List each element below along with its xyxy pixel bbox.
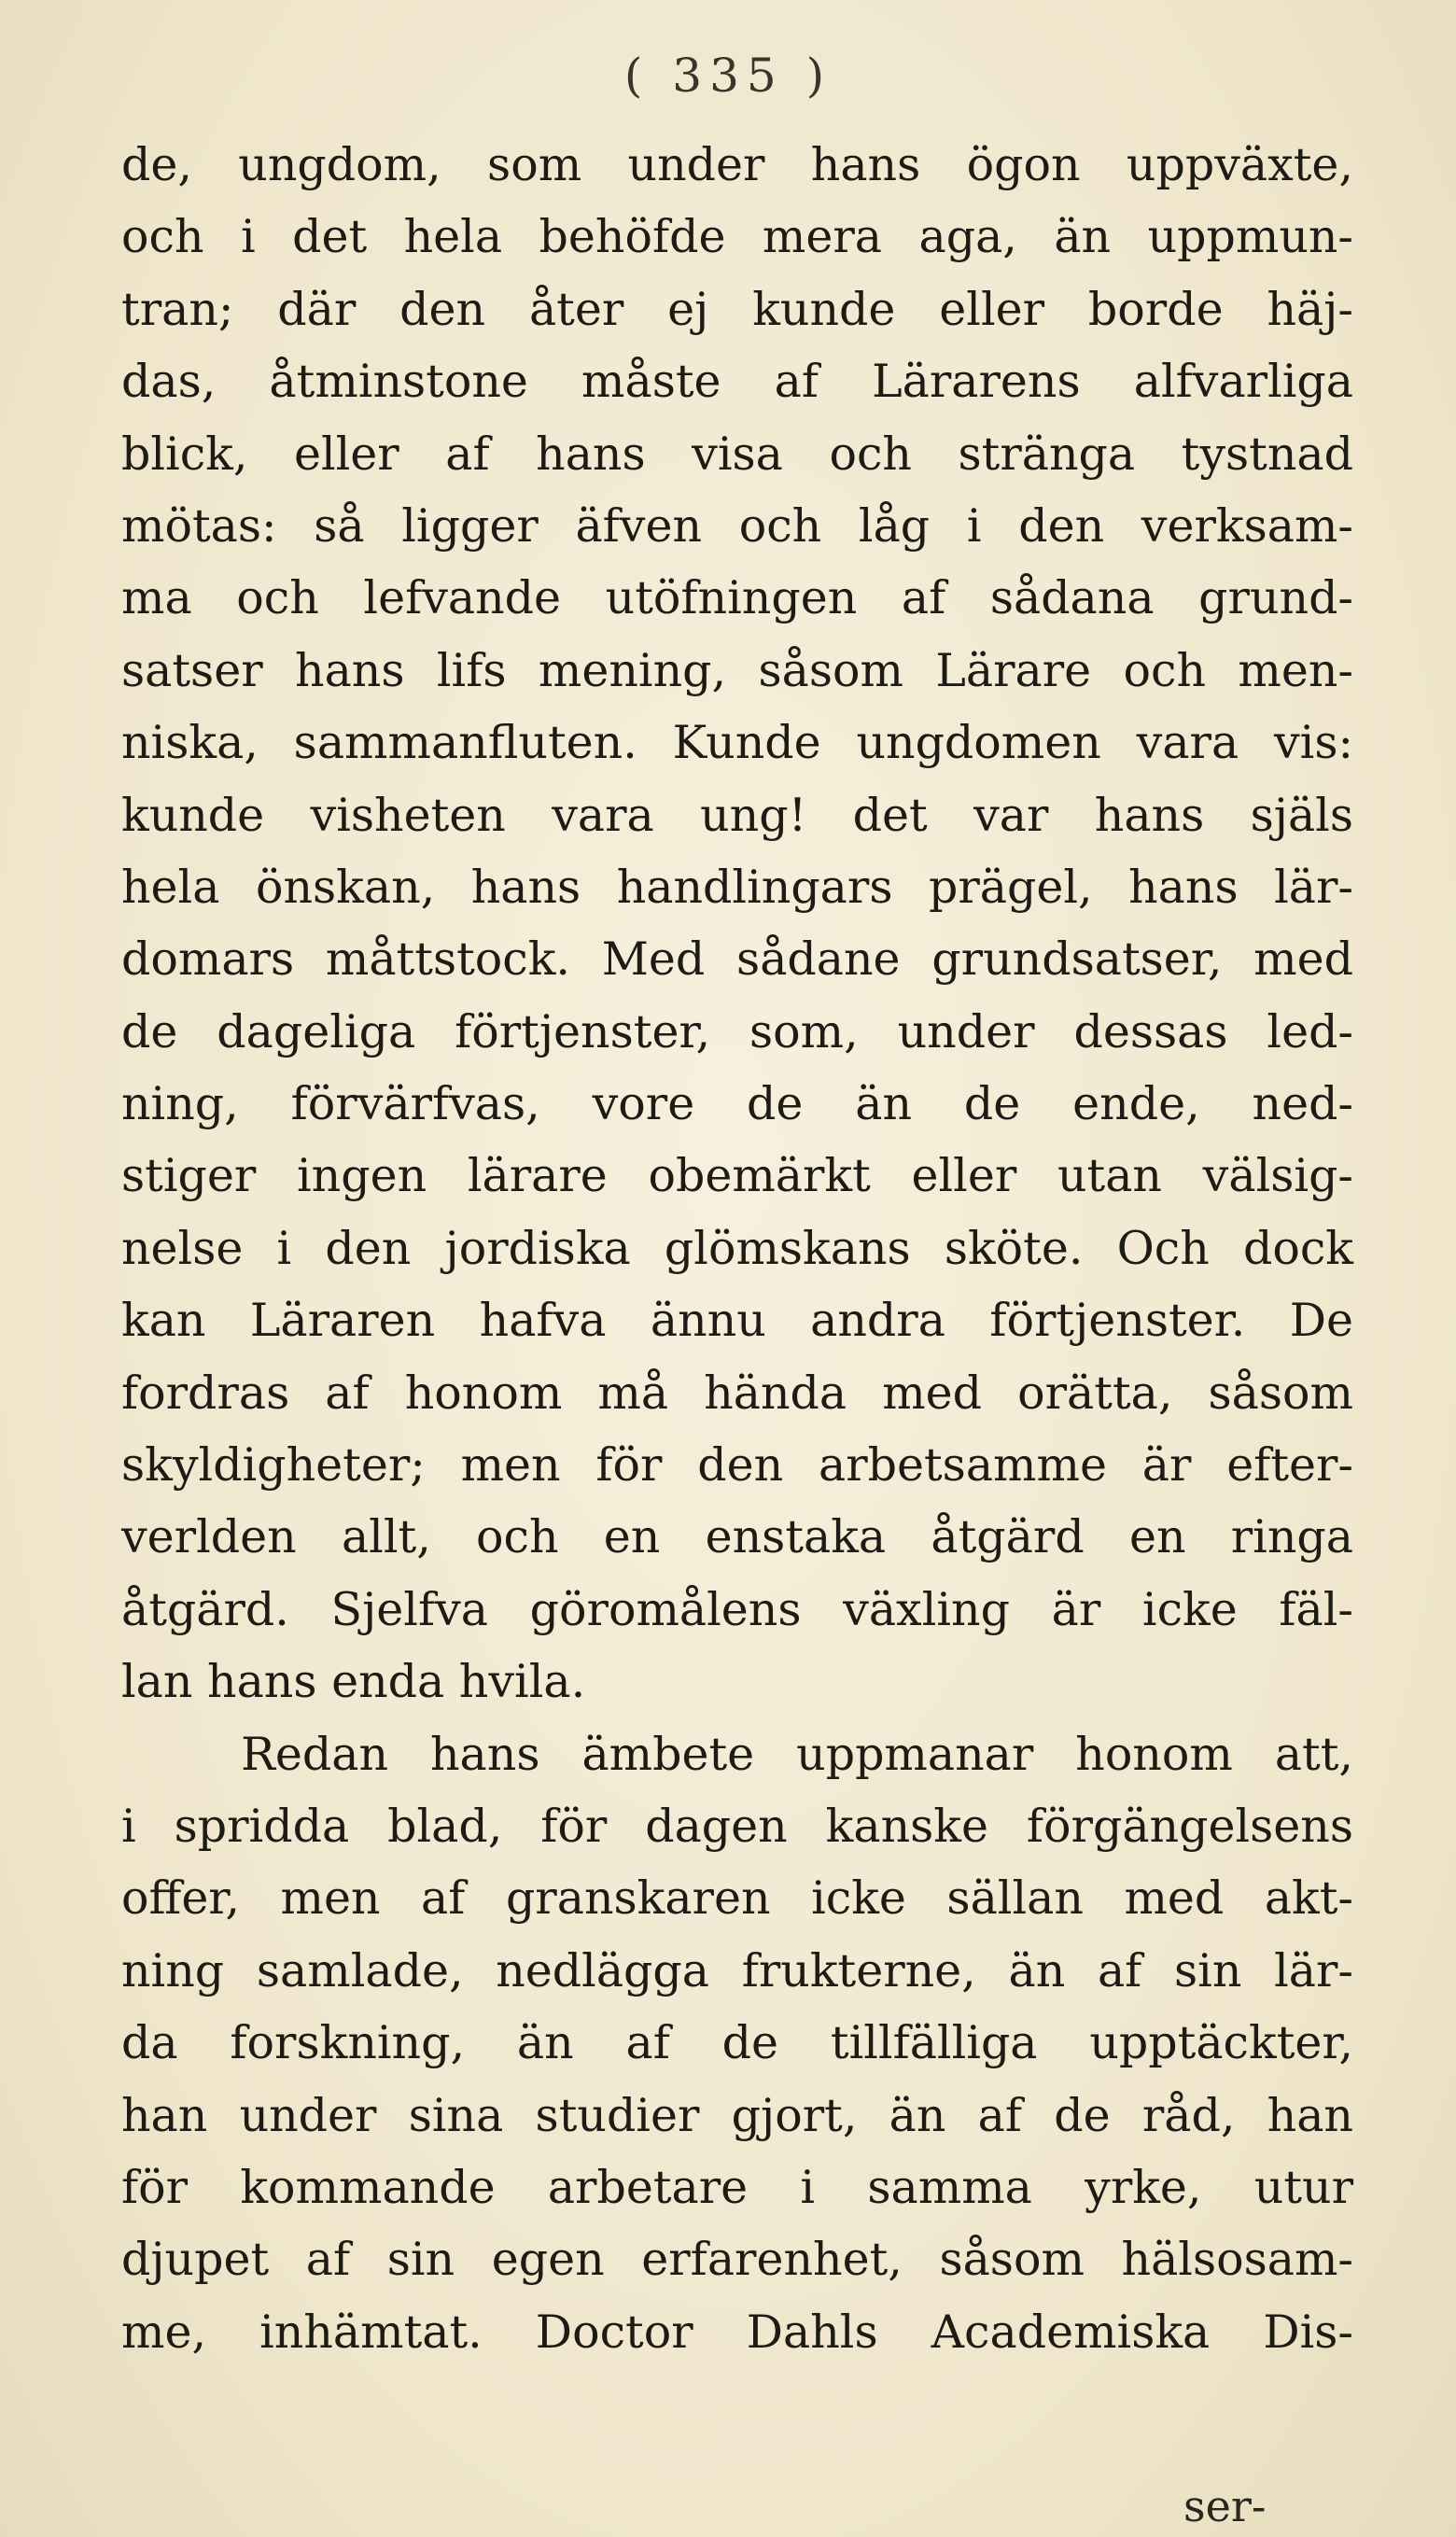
text-line: stiger ingen lärare obemärkt eller utan välsig-: [121, 1149, 1353, 1203]
text-line: han under sina studier gjort, än af de råd, han: [121, 2088, 1353, 2142]
body-text: [121, 129, 1353, 2368]
text-line: ma och lefvande utöfningen af sådana grund-: [121, 571, 1353, 625]
text-line: fordras af honom må hända med orätta, såsom: [121, 1366, 1353, 1420]
text-line: och i det hela behöfde mera aga, än uppmun-: [121, 210, 1353, 264]
text-line: me, inhämtat. Doctor Dahls Academiska Dis-: [121, 2305, 1353, 2359]
text-line: blick, eller af hans visa och stränga tystnad: [121, 427, 1353, 481]
text-line: niska, sammanfluten. Kunde ungdomen vara vis:: [121, 716, 1353, 770]
text-line: hela önskan, hans handlingars prägel, hans lär-: [121, 860, 1353, 914]
text-line: mötas: så ligger äfven och låg i den verksam-: [121, 498, 1353, 553]
text-line: verlden allt, och en enstaka åtgärd en ringa: [121, 1510, 1353, 1564]
text-line: skyldigheter; men för den arbetsamme är efter-: [121, 1438, 1353, 1493]
text-line: djupet af sin egen erfarenhet, såsom hälsosam-: [121, 2233, 1353, 2287]
text-line: kan Läraren hafva ännu andra förtjenster. De: [121, 1294, 1353, 1348]
text-line: satser hans lifs mening, såsom Lärare och men-: [121, 643, 1353, 697]
text-line: ning, förvärfvas, vore de än de ende, ned-: [121, 1077, 1353, 1131]
text-line-paragraph-start: Redan hans ämbete uppmanar honom att,: [241, 1727, 1353, 1781]
text-line: de dageliga förtjenster, som, under dessas led-: [121, 1004, 1353, 1058]
text-line: nelse i den jordiska glömskans sköte. Och dock: [121, 1221, 1353, 1275]
text-line: de, ungdom, som under hans ögon uppväxte,: [121, 138, 1353, 191]
text-line: tran; där den åter ej kunde eller borde häj-: [121, 282, 1353, 336]
text-line: i spridda blad, för dagen kanske förgängelsens: [121, 1799, 1353, 1853]
text-line: offer, men af granskaren icke sällan med akt-: [121, 1871, 1353, 1926]
text-line: kunde visheten vara ung! det var hans själs: [121, 788, 1353, 842]
text-line: för kommande arbetare i samma yrke, utur: [121, 2160, 1353, 2214]
text-line-paragraph-end: lan hans enda hvila.: [121, 1655, 586, 1709]
text-line: ning samlade, nedlägga frukterne, än af sin lär-: [121, 1943, 1353, 1997]
text-line: das, åtminstone måste af Lärarens alfvarliga: [121, 355, 1353, 409]
text-line: åtgärd. Sjelfva göromålens växling är icke fäl-: [121, 1582, 1353, 1636]
page-number: ( 335 ): [623, 49, 833, 103]
text-line: domars måttstock. Med sådane grundsatser, med: [121, 932, 1353, 987]
text-line: da forskning, än af de tillfälliga upptäckter,: [121, 2016, 1353, 2070]
catchword: ser-: [1183, 2481, 1267, 2531]
